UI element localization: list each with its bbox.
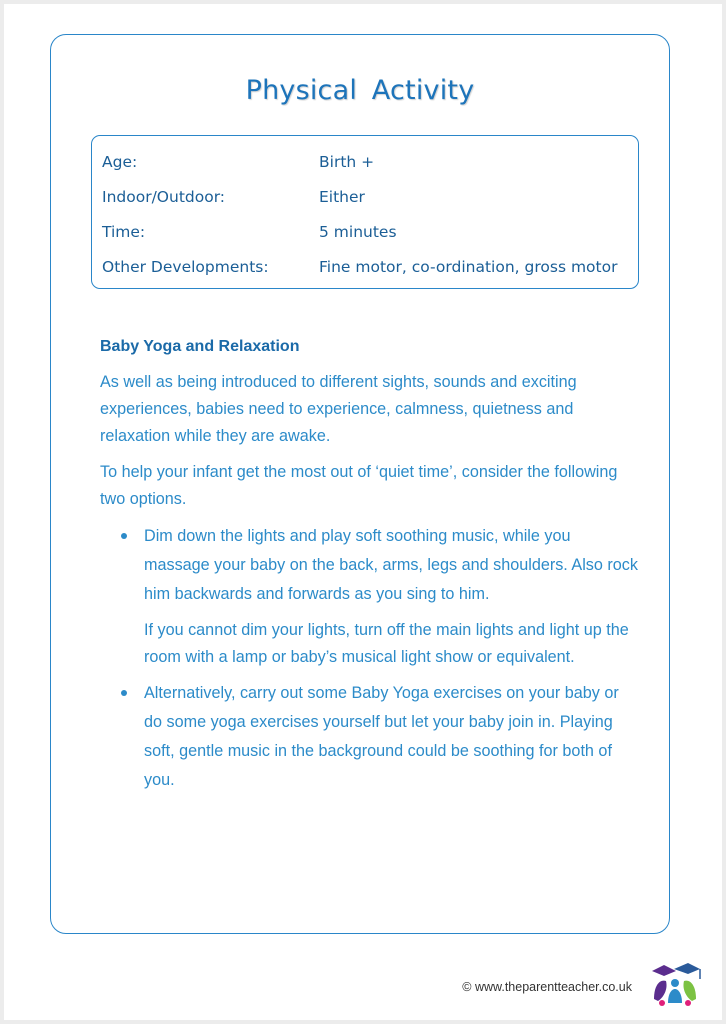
info-value-developments: Fine motor, co-ordination, gross motor	[319, 258, 618, 276]
activity-content	[100, 335, 640, 803]
list-item	[100, 679, 640, 795]
option-text: Alternatively, carry out some Baby Yoga exercises on your baby or do some yoga exercises yourself but let your baby join in. Playing soft, gentle music in the background could be soothing for both of you.	[144, 684, 619, 789]
info-label-developments: Other Developments:	[102, 258, 269, 276]
info-value-location: Either	[319, 188, 365, 206]
info-value-age: Birth +	[319, 153, 375, 171]
section-heading: Baby Yoga and Relaxation	[100, 338, 300, 355]
bullet-icon	[121, 690, 127, 696]
info-label-time: Time:	[102, 223, 146, 241]
info-label-location: Indoor/Outdoor:	[102, 188, 226, 206]
options-list	[100, 522, 640, 795]
options-paragraph: To help your infant get the most out of ‘quiet time’, consider the following two options.	[100, 463, 618, 508]
intro-paragraph: As well as being introduced to different sights, sounds and exciting experiences, babies need to experience, calmness, quietness and relaxation while they are awake.	[100, 373, 577, 445]
option-subtext: If you cannot dim your lights, turn off the main lights and light up the room with a lamp or baby’s musical light show or equivalent.	[144, 621, 629, 666]
info-label-age: Age:	[102, 153, 138, 171]
list-item	[100, 522, 640, 671]
parent-teacher-logo-icon	[648, 959, 702, 1007]
page-title: Physical Activity	[245, 75, 475, 106]
activity-card	[50, 34, 670, 934]
info-value-time: 5 minutes	[319, 223, 397, 241]
page	[4, 4, 722, 1020]
option-text: Dim down the lights and play soft soothing music, while you massage your baby on the back, arms, legs and shoulders. Also rock him backwards and forwards as you sing to him.	[144, 527, 638, 603]
copyright-footer: © www.theparentteacher.co.uk	[462, 980, 632, 994]
info-box	[91, 135, 639, 289]
bullet-icon	[121, 533, 127, 539]
